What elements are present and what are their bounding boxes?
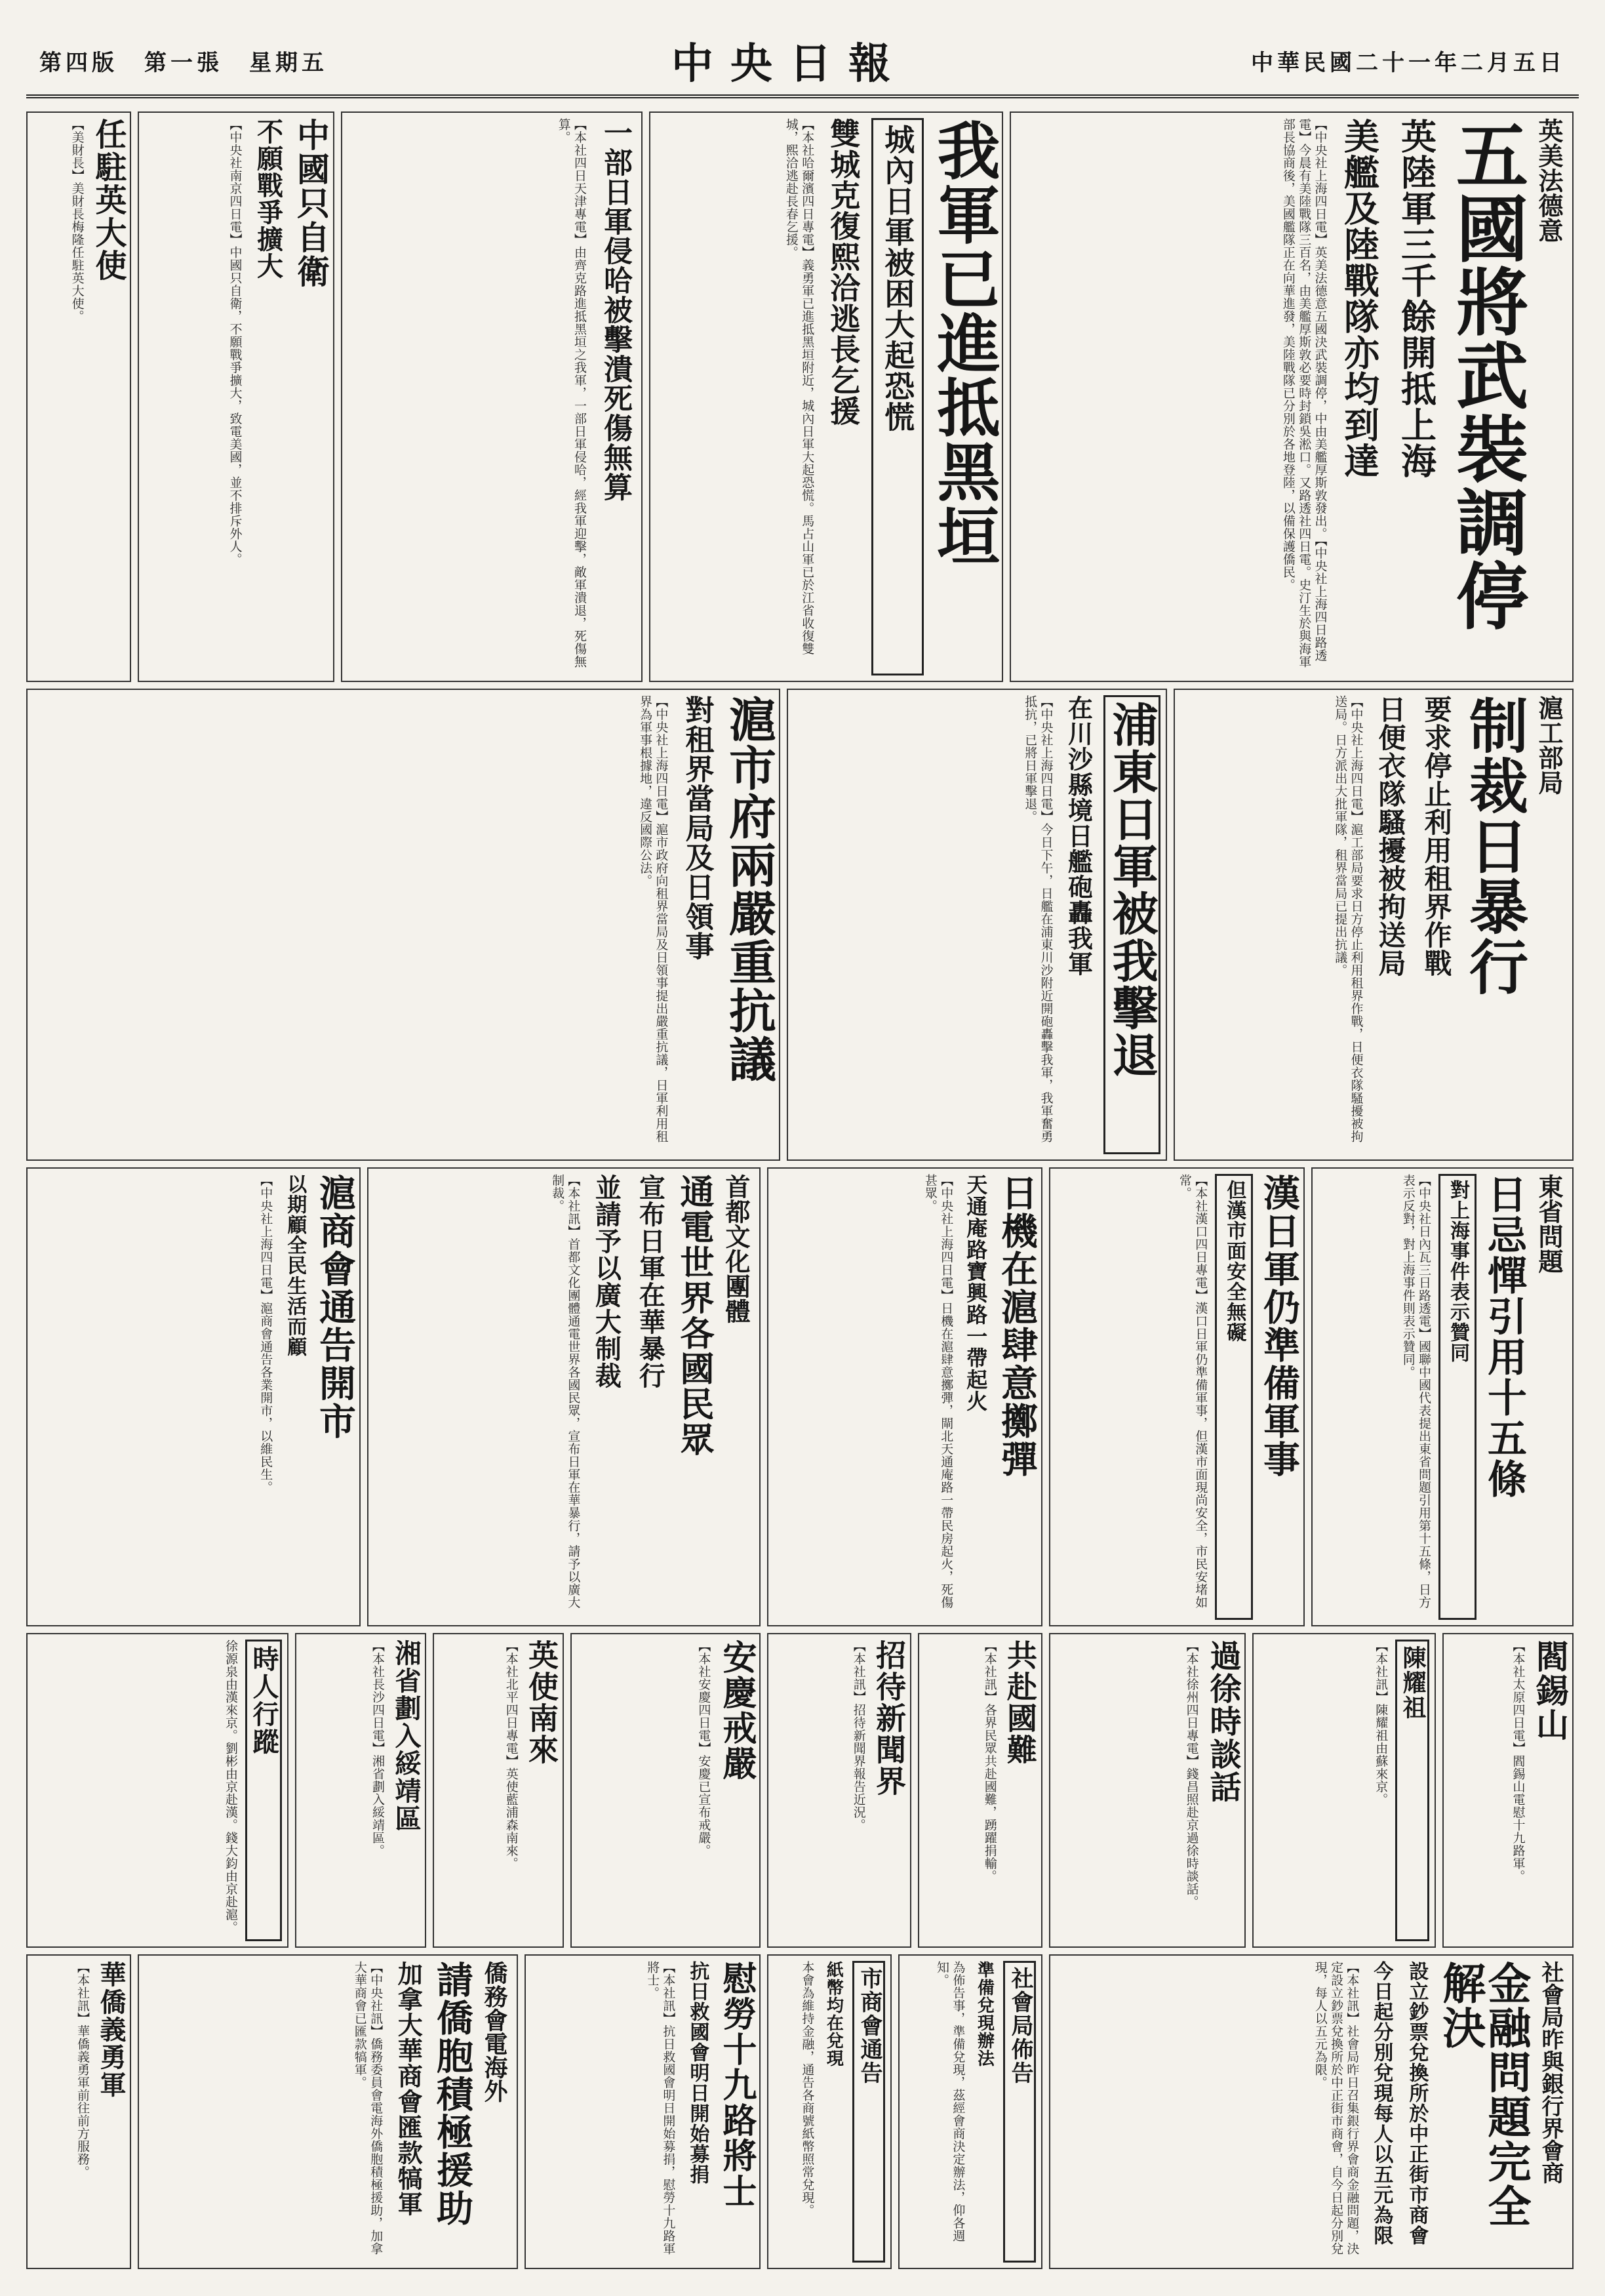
c7-headline: 安慶戒嚴 (717, 1640, 757, 1781)
article-a2 (649, 111, 1003, 682)
d6-headline: 華僑義勇軍 (96, 1961, 127, 2099)
d1-sub1: 設立鈔票兌換所於中正街市商會 (1405, 1961, 1429, 2246)
c8-body: 【本社北平四日專電】英使藍浦森南來。 (504, 1640, 519, 1870)
b4-kicker: 東省問題 (1534, 1174, 1564, 1274)
c9-headline: 湘省劃入綏靖區 (391, 1640, 422, 1832)
b2-headline: 浦東日軍被我擊退 (1103, 695, 1161, 1154)
c6-body: 【本社訊】招待新聞界報告近況。 (851, 1640, 866, 1832)
d4-headline: 慰勞十九路將士 (717, 1961, 757, 2209)
d5-body: 【中央社訊】僑務委員會電海外僑胞積極援助，加拿大華商會已匯款犒軍。 (352, 1961, 384, 2255)
masthead-left (39, 45, 328, 77)
c2-body: 【中央社上海四日電】日機在滬肆意擲彈，閘北天通庵路一帶民房起火，死傷甚眾。 (922, 1174, 954, 1609)
c1-body: 【本社漢口四日專電】漢口日軍仍準備軍事，但漢市面現尚安全，市民安堵如常。 (1177, 1174, 1208, 1609)
b3-headline: 滬市府兩嚴重抗議 (721, 695, 777, 1083)
newspaper-title: 中央日報 (671, 39, 907, 89)
c3-headline: 通電世界各國民眾 (674, 1174, 714, 1457)
article-c10 (26, 1633, 288, 1948)
d4-sub1: 抗日救國會明日開始募捐 (686, 1961, 709, 2185)
d1-body: 【本社訊】社會局昨日召集銀行界會商金融問題，決定設立鈔票兌換所於中正街市商會，自今日起分別兌現，每人以五元為限。 (1313, 1961, 1360, 2255)
c13-headline: 陳耀祖 (1395, 1640, 1429, 1941)
c3-body: 【本社訊】首都文化團體通電世界各國民眾，宣布日軍在華暴行，請予以廣大制裁。 (550, 1174, 581, 1609)
b3-body: 【中央社上海四日電】滬市政府向租界當局及日領事提出嚴重抗議，日軍利用租界為軍事根據地，違反國際公法。 (638, 695, 669, 1143)
issue-number: 第一張 (144, 49, 223, 76)
c8-headline: 英使南來 (524, 1640, 559, 1765)
b1-sub2: 日便衣隊騷擾被拘送局 (1374, 695, 1407, 977)
a4-headline: 不願戰爭擴大 (252, 118, 284, 279)
c10-headline: 時人行蹤 (245, 1640, 282, 1941)
article-b4 (1311, 1167, 1574, 1626)
c1-headline: 漢日軍仍準備軍事 (1258, 1174, 1301, 1478)
c3-kicker: 首都文化團體 (721, 1174, 751, 1323)
article-b3 (26, 689, 780, 1161)
b4-headline: 日忌憚引用十五條 (1481, 1174, 1527, 1499)
a3-body: 【本社四日天津專電】由齊克路進抵黑垣之我軍，一部日軍侵哈，經我軍迎擊，敵軍潰退，死傷無算。 (556, 118, 587, 668)
c2-headline: 日機在滬肆意擲彈 (995, 1174, 1039, 1478)
article-a4 (138, 111, 334, 682)
page-number: 第四版 (39, 49, 118, 76)
d1-sub2: 今日起分別兌現每人以五元為限 (1370, 1961, 1393, 2246)
article-c1 (1049, 1167, 1305, 1626)
b3-sub1: 對租界當局及日領事 (680, 695, 714, 961)
a4-kicker: 中國只自衛 (292, 118, 330, 289)
article-d4 (525, 1954, 761, 2269)
c13-body: 【本社訊】陳耀祖由蘇來京。 (1374, 1640, 1389, 1806)
article-d1 (1049, 1954, 1574, 2269)
article-a5 (26, 111, 131, 682)
c11-headline: 閻錫山 (1531, 1640, 1570, 1742)
d2-sub1: 準備兌現辦法 (974, 1961, 995, 2067)
article-c7 (570, 1633, 761, 1948)
masthead (26, 26, 1579, 98)
article-b1 (1174, 689, 1574, 1161)
a1-headline: 五國將武裝調停 (1444, 118, 1529, 632)
a4-body: 【中央社南京四日電】中國只自衛，不願戰爭擴大，致電美國，並不排斥外人。 (228, 118, 243, 566)
c3-sub1: 宣布日軍在華暴行 (635, 1174, 666, 1389)
d3-body: 本會為維持金融，通告各商號紙幣照常兌現。 (800, 1961, 815, 2217)
a3-headline: 一部日軍侵哈被擊潰死傷無算 (599, 118, 632, 502)
article-d5 (138, 1954, 518, 2269)
article-c3 (367, 1167, 761, 1626)
c6-headline: 招待新聞界 (871, 1640, 907, 1797)
article-c8 (433, 1633, 564, 1948)
d1-headline: 金融問題完全解決 (1435, 1961, 1532, 2228)
article-d2 (898, 1954, 1042, 2269)
a2-headline: 我軍已進抵黑垣 (927, 118, 1001, 568)
b2-body: 【中央社上海四日電】今日下午，日艦在浦東川沙附近開砲轟擊我軍，我軍奮勇抵抗，已將日軍擊退。 (1023, 695, 1054, 1143)
c7-body: 【本社安慶四日電】安慶已宣布戒嚴。 (696, 1640, 711, 1857)
c1-sub1: 但漢市面安全無礙 (1215, 1174, 1253, 1620)
c2-sub1: 天通庵路寶興路一帶起火 (963, 1174, 989, 1412)
d6-body: 【本社訊】華僑義勇軍前往前方服務。 (75, 1961, 90, 2179)
article-c5 (918, 1633, 1042, 1948)
c11-body: 【本社太原四日電】閻錫山電慰十九路軍。 (1511, 1640, 1526, 1883)
d3-headline: 市商會通告 (852, 1961, 885, 2263)
a1-sub1: 英陸軍三千餘開抵上海 (1395, 118, 1438, 479)
article-c9 (295, 1633, 426, 1948)
c9-body: 【本社長沙四日電】湘省劃入綏靖區。 (370, 1640, 385, 1857)
a2-sub2: 雙城克復熙洽逃長乞援 (825, 118, 862, 426)
c4-sub1: 以期顧全民生活而顧 (283, 1174, 307, 1357)
article-c4 (26, 1167, 361, 1626)
d4-body: 【本社訊】抗日救國會明日開始募捐，慰勞十九路軍將士。 (645, 1961, 676, 2255)
b4-body: 【中央社日內瓦三日路透電】國聯中國代表提出東省問題引用第十五條，日方表示反對，對上海事件則表示贊同。 (1400, 1174, 1431, 1609)
article-c13 (1252, 1633, 1436, 1948)
weekday: 星期五 (249, 49, 328, 76)
b1-body: 【中央社上海四日電】滬工部局要求日方停止利用租界作戰，日便衣隊騷擾被拘送局。日方派出大批軍隊，租界當局已提出抗議。 (1333, 695, 1364, 1143)
c4-body: 【中央社上海四日電】滬商會通告各業開市，以維民生。 (258, 1174, 273, 1494)
issue-date: 中華民國二十一年二月五日 (1251, 49, 1566, 76)
d5-sub1: 加拿大華商會匯款犒軍 (393, 1961, 424, 2217)
d5-kicker: 僑務會電海外 (481, 1961, 508, 2103)
article-d6 (26, 1954, 131, 2269)
c5-body: 【本社訊】各界民眾共赴國難，踴躍捐輸。 (982, 1640, 997, 1883)
b1-kicker: 滬工部局 (1534, 695, 1564, 795)
b1-headline: 制裁日暴行 (1459, 695, 1528, 997)
article-c12 (1049, 1633, 1246, 1948)
c12-body: 【本社徐州四日專電】錢昌照赴京過徐時談話。 (1184, 1640, 1199, 1908)
article-d3 (767, 1954, 892, 2269)
b4-sub1: 對上海事件表示贊同 (1438, 1174, 1476, 1620)
a5-headline: 任駐英大使 (90, 118, 127, 282)
article-c2 (767, 1167, 1042, 1626)
c4-headline: 滬商會通告開市 (313, 1174, 357, 1440)
c12-headline: 過徐時談話 (1204, 1640, 1241, 1803)
article-a3 (341, 111, 643, 682)
b2-sub1: 在川沙縣境日艦砲轟我軍 (1063, 695, 1094, 977)
c5-headline: 共赴國難 (1002, 1640, 1038, 1765)
a2-sub1: 城內日軍被困大起恐慌 (871, 118, 924, 675)
d3-sub1: 紙幣均在兌現 (823, 1961, 844, 2067)
article-c6 (767, 1633, 911, 1948)
c10-body: 徐源泉由漢來京。劉彬由京赴漢。錢大鈞由京赴滬。 (224, 1640, 238, 1934)
a1-body: 【中央社上海四日電】英美法德意五國決武裝調停，中由美艦厚斯敦發出。【中央社上海四日路透電】今晨有美陸戰隊三百名，由美艦厚斯敦必要時封鎖吳淞口。又路透社四日電。史汀生於與海軍部長協商後，美國艦隊正在向華進發，美陸戰隊已分別於各地登陸，以備保護僑民。 (1280, 118, 1328, 668)
newspaper-page (26, 26, 1579, 2270)
d5-headline: 請僑胞積極援助 (431, 1961, 474, 2227)
b1-sub1: 要求停止利用租界作戰 (1420, 695, 1453, 977)
d2-headline: 社會局佈告 (1003, 1961, 1036, 2263)
a2-body: 【本社哈爾濱四日專電】義勇軍已進抵黑垣附近，城內日軍大起恐慌。馬占山軍已於江省收復雙城，熙洽逃赴長春乞援。 (783, 118, 815, 655)
a5-body: 【美財長】美財長梅隆任駐英大使。 (69, 118, 85, 323)
article-a1 (1010, 111, 1574, 682)
article-b2 (787, 689, 1167, 1161)
d2-body: 為佈告事，準備兌現，茲經會商決定辦法，仰各週知。 (935, 1961, 966, 2242)
a1-kicker: 英美法德意 (1534, 118, 1564, 243)
a1-sub2: 美艦及陸戰隊亦均到達 (1338, 118, 1381, 479)
article-c11 (1442, 1633, 1574, 1948)
c3-sub2: 並請予以廣大制裁 (591, 1174, 622, 1389)
d1-kicker: 社會局昨與銀行界會商 (1537, 1961, 1564, 2184)
